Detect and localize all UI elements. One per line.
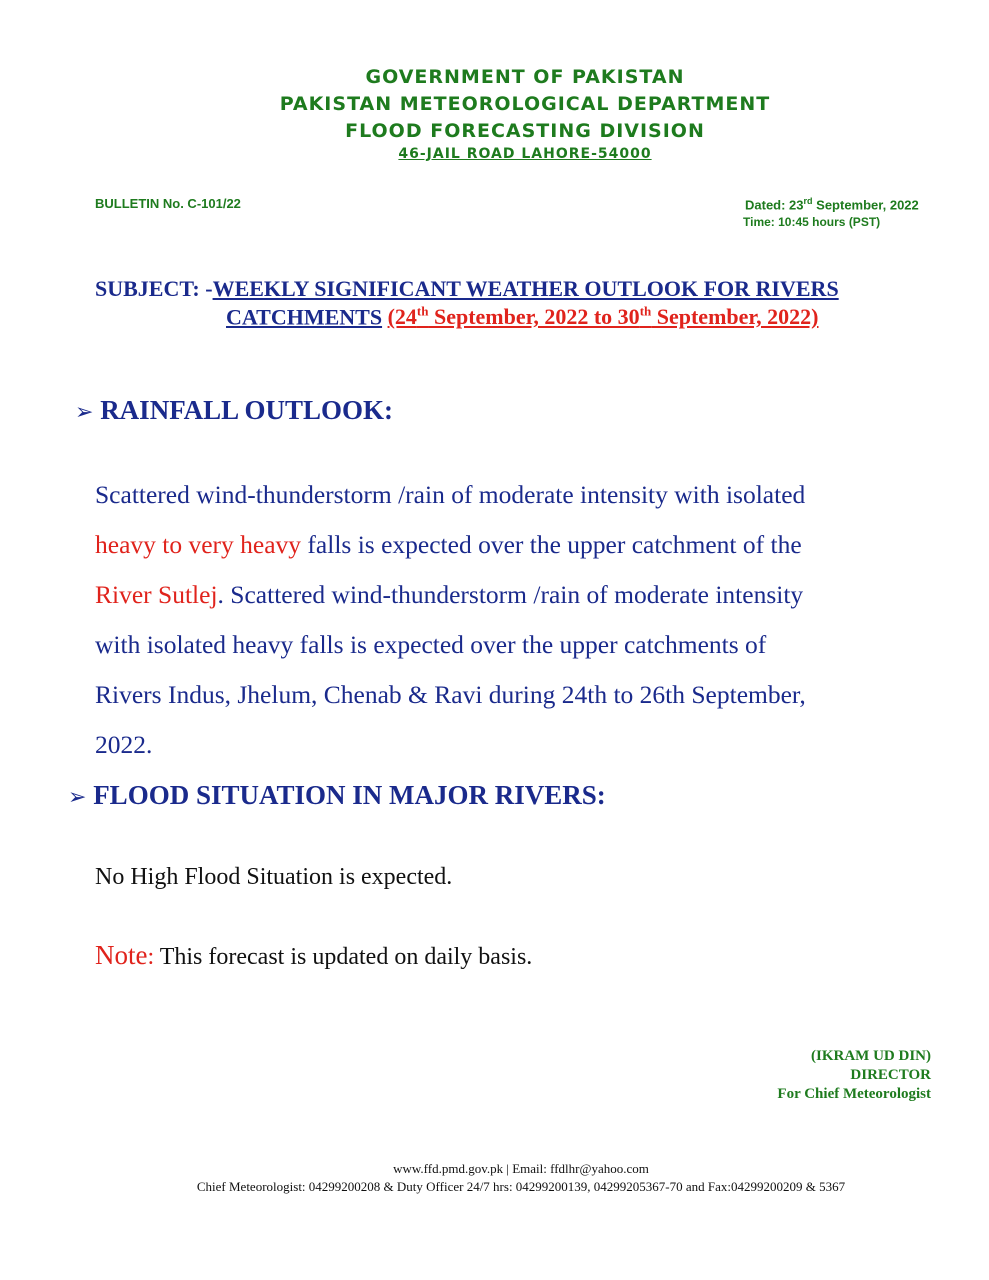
- date-rest: September, 2022: [812, 197, 919, 213]
- note: [95, 940, 532, 971]
- rainfall-emphasis-heavy: heavy to very heavy: [95, 530, 302, 559]
- signature-name: (IKRAM UD DIN): [811, 1048, 931, 1064]
- rainfall-heading: [75, 395, 393, 426]
- signature-title: DIRECTOR: [850, 1067, 931, 1083]
- date-prefix: Dated: 23: [745, 197, 804, 213]
- footer-contact: www.ffd.pmd.gov.pk | Email: ffdlhr@yahoo.com: [393, 1161, 649, 1176]
- rainfall-line-5: Rivers Indus, Jhelum, Chenab & Ravi during 24th to 26th September,: [95, 680, 806, 709]
- rainfall-line-4: with isolated heavy falls is expected over the upper catchments of: [95, 630, 767, 659]
- arrowhead-bullet-icon: ➢: [75, 400, 94, 425]
- rainfall-line-6: 2022.: [95, 730, 153, 759]
- bulletin-date: [745, 196, 919, 212]
- header-division: FLOOD FORECASTING DIVISION: [345, 120, 705, 142]
- rainfall-line-3-rest: . Scattered wind-thunderstorm /rain of moderate intensity: [217, 580, 804, 609]
- rainfall-line-2-rest: falls is expected over the upper catchment of the: [301, 530, 802, 559]
- subject-line-1: [95, 276, 839, 302]
- date-suffix-sup: rd: [803, 196, 813, 206]
- range-close: September, 2022): [651, 304, 819, 330]
- header-department: PAKISTAN METEOROLOGICAL DEPARTMENT: [279, 93, 771, 115]
- range-open: (24: [387, 304, 417, 330]
- footer-phones: Chief Meteorologist: 04299200208 & Duty Officer 24/7 hrs: 04299200139, 04299205367-70 and Fax:04299200209 & 5367: [196, 1179, 846, 1194]
- rainfall-emphasis-sutlej: River Sutlej: [95, 580, 218, 609]
- range-sup-1: th: [416, 304, 429, 319]
- note-colon: :: [147, 944, 155, 970]
- rainfall-line-1: Scattered wind-thunderstorm /rain of moderate intensity with isolated: [95, 480, 806, 509]
- header-government: GOVERNMENT OF PAKISTAN: [365, 66, 685, 88]
- subject-title: WEEKLY SIGNIFICANT WEATHER OUTLOOK FOR RIVERS: [212, 276, 839, 301]
- rainfall-heading-text: RAINFALL OUTLOOK:: [100, 395, 393, 425]
- header-address: 46-JAIL ROAD LAHORE-54000: [398, 146, 652, 162]
- flood-heading-text: FLOOD SITUATION IN MAJOR RIVERS:: [93, 780, 606, 810]
- subject-prefix: SUBJECT: -: [95, 276, 213, 301]
- flood-text: No High Flood Situation is expected.: [95, 864, 453, 890]
- flood-heading: [68, 780, 606, 811]
- bulletin-number: BULLETIN No. C-101/22: [95, 196, 241, 211]
- range-mid: September, 2022 to 30: [428, 304, 640, 330]
- note-text: This forecast is updated on daily basis.: [154, 944, 533, 970]
- note-label: Note: [95, 940, 148, 970]
- rainfall-line-3: [95, 580, 803, 610]
- subject-date-range: [388, 304, 819, 329]
- arrowhead-bullet-icon: ➢: [68, 785, 87, 810]
- rainfall-line-2: [95, 530, 802, 560]
- subject-catchments: CATCHMENTS: [226, 304, 383, 330]
- range-sup-2: th: [639, 304, 652, 319]
- signature-for: For Chief Meteorologist: [777, 1086, 931, 1102]
- bulletin-time: Time: 10:45 hours (PST): [743, 215, 881, 229]
- subject-line-2: [226, 304, 818, 330]
